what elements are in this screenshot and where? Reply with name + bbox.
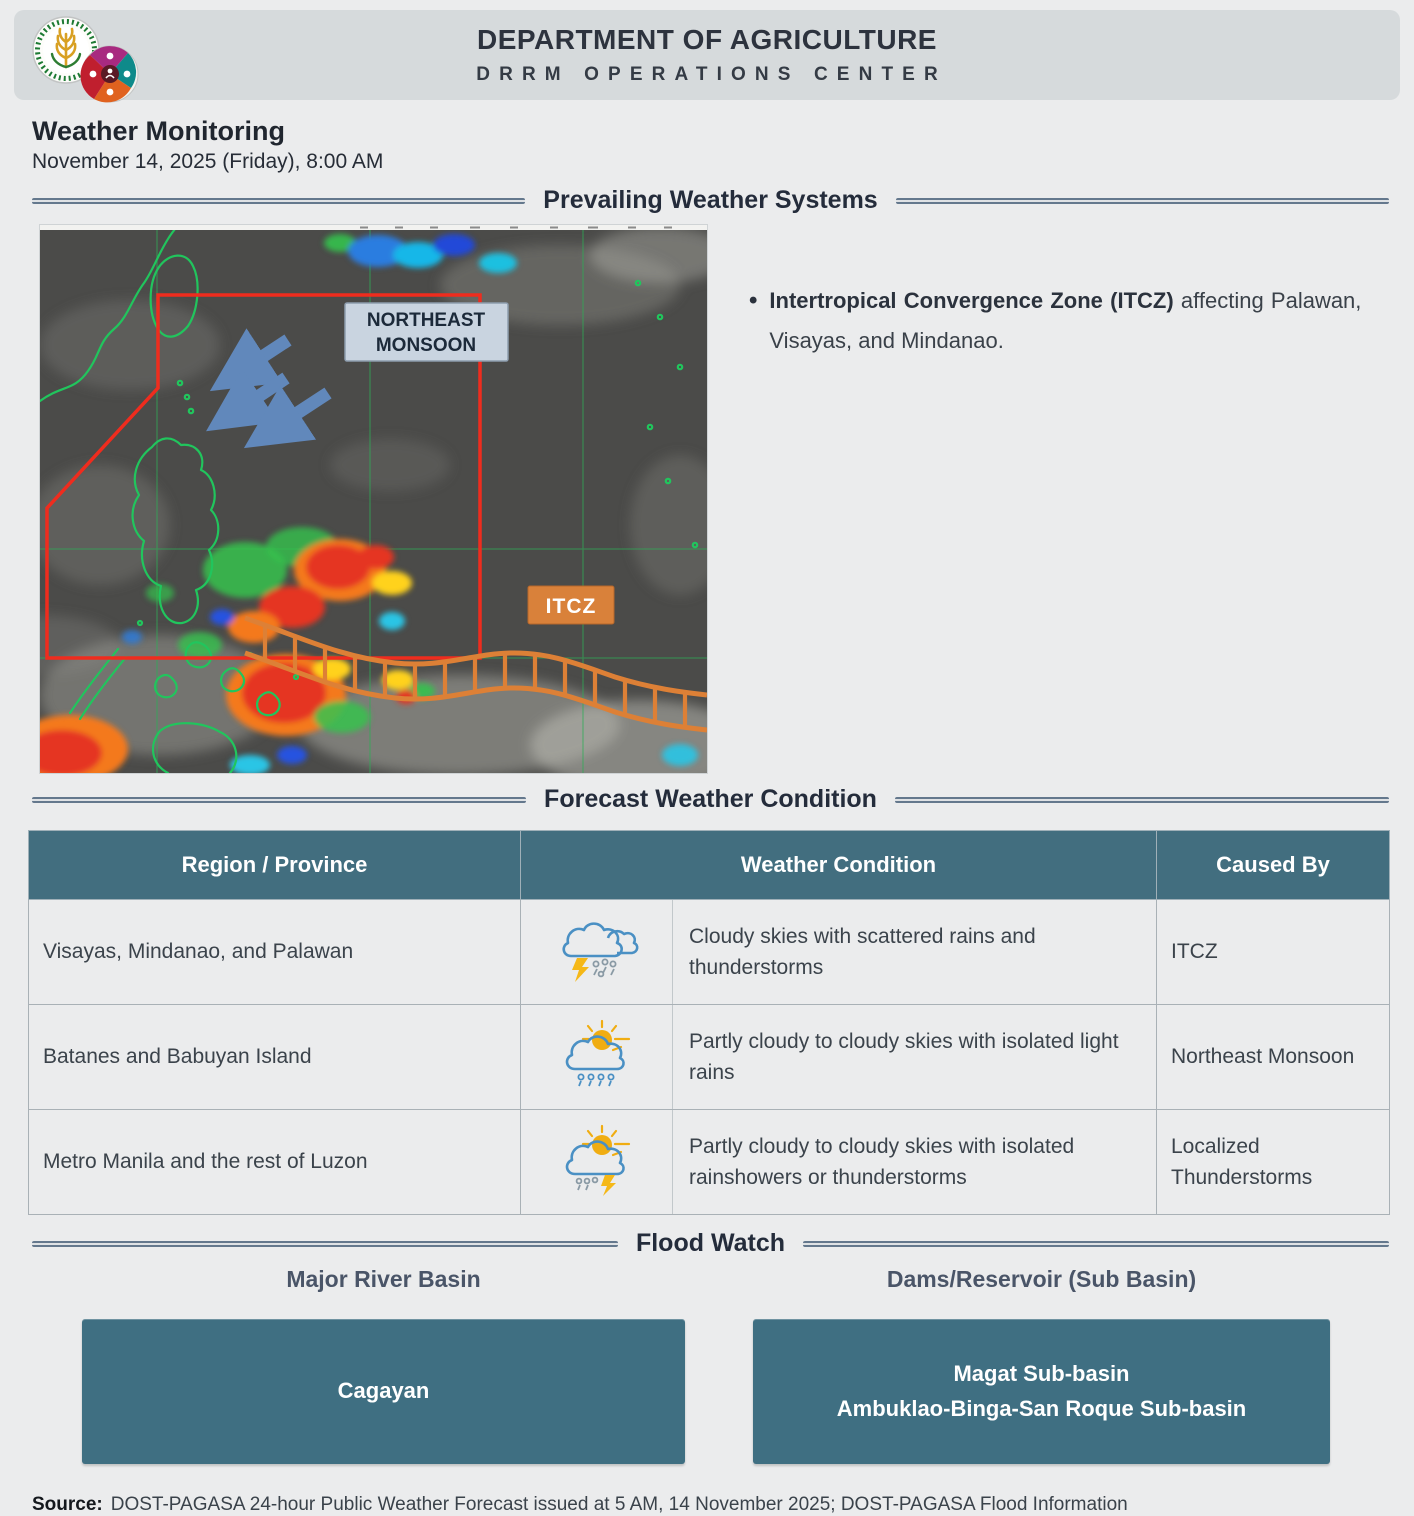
river-basin-box — [82, 1319, 685, 1464]
region-cell: Batanes and Babuyan Island — [29, 1005, 521, 1110]
section-heading-flood: Flood Watch — [32, 1229, 1389, 1258]
section-heading-forecast: Forecast Weather Condition — [32, 785, 1389, 814]
flood-subheader-dams: Dams/Reservoir (Sub Basin) — [886, 1266, 1197, 1292]
flood-subheader-river-basin: Major River Basin — [286, 1266, 481, 1292]
weather-icon-cell — [521, 1110, 673, 1215]
divider-line — [895, 797, 1389, 803]
source-note — [32, 1494, 1389, 1516]
region-cell: Visayas, Mindanao, and Palawan — [29, 900, 521, 1005]
divider-line — [32, 1241, 618, 1247]
source-text: DOST-PAGASA 24-hour Public Weather Forecast issued at 5 AM, 14 November 2025; DOST-PAGASA Flood Information — [110, 1494, 1128, 1515]
divider-line — [32, 198, 525, 204]
satellite-weather-map — [40, 225, 707, 773]
dams-reservoir-box — [753, 1319, 1330, 1464]
dam-subbasin-line: Ambuklao-Binga-San Roque Sub-basin — [836, 1395, 1247, 1421]
svg-text:NORTHEAST: NORTHEAST — [366, 310, 486, 331]
svg-text:ITCZ: ITCZ — [545, 595, 597, 618]
condition-cell: Partly cloudy to cloudy skies with isolated light rains — [673, 1005, 1157, 1110]
col-header-condition: Weather Condition — [521, 831, 1157, 900]
sun-cloud-rain-thunder-icon — [555, 1122, 639, 1196]
forecast-table — [28, 830, 1390, 1215]
condition-cell: Partly cloudy to cloudy skies with isolated rainshowers or thunderstorms — [673, 1110, 1157, 1215]
col-header-cause: Caused By — [1157, 831, 1390, 900]
sun-cloud-drizzle-icon — [555, 1017, 639, 1091]
col-header-region: Region / Province — [29, 831, 521, 900]
org-title: DEPARTMENT OF AGRICULTURE — [477, 24, 937, 55]
cause-cell: ITCZ — [1157, 900, 1390, 1005]
prevailing-systems-note — [707, 225, 1389, 773]
itcz-label — [528, 586, 614, 624]
table-row — [29, 1005, 1390, 1110]
svg-text:MONSOON: MONSOON — [375, 335, 477, 356]
page-datetime: November 14, 2025 (Friday), 8:00 AM — [32, 150, 384, 173]
weather-icon-cell — [521, 1005, 673, 1110]
cause-cell: Localized Thunderstorms — [1157, 1110, 1390, 1215]
org-subtitle: DRRM OPERATIONS CENTER — [476, 64, 947, 85]
divider-line — [32, 797, 526, 803]
itcz-bullet-text: Intertropical Convergence Zone (ITCZ) affecting Palawan, Visayas, and Mindanao. — [769, 288, 1362, 354]
section-heading-prevailing: Prevailing Weather Systems — [32, 186, 1389, 215]
table-row — [29, 900, 1390, 1005]
dam-subbasin-line: Magat Sub-basin — [953, 1361, 1130, 1387]
weather-icon-cell — [521, 900, 673, 1005]
cause-cell: Northeast Monsoon — [1157, 1005, 1390, 1110]
northeast-monsoon-label — [345, 303, 508, 361]
condition-cell: Cloudy skies with scattered rains and thunderstorms — [673, 900, 1157, 1005]
agency-logos — [28, 12, 148, 104]
divider-line — [896, 198, 1389, 204]
divider-line — [803, 1241, 1389, 1247]
source-label: Source: — [32, 1494, 103, 1515]
clouds-thunder-rain-icon — [555, 914, 639, 984]
river-basin-value: Cagayan — [337, 1378, 430, 1404]
header-bar — [14, 10, 1400, 100]
bullet-marker: • — [749, 287, 758, 314]
table-row — [29, 1110, 1390, 1215]
region-cell: Metro Manila and the rest of Luzon — [29, 1110, 521, 1215]
page-title: Weather Monitoring — [32, 116, 285, 146]
forecast-table-header-row — [29, 831, 1390, 900]
